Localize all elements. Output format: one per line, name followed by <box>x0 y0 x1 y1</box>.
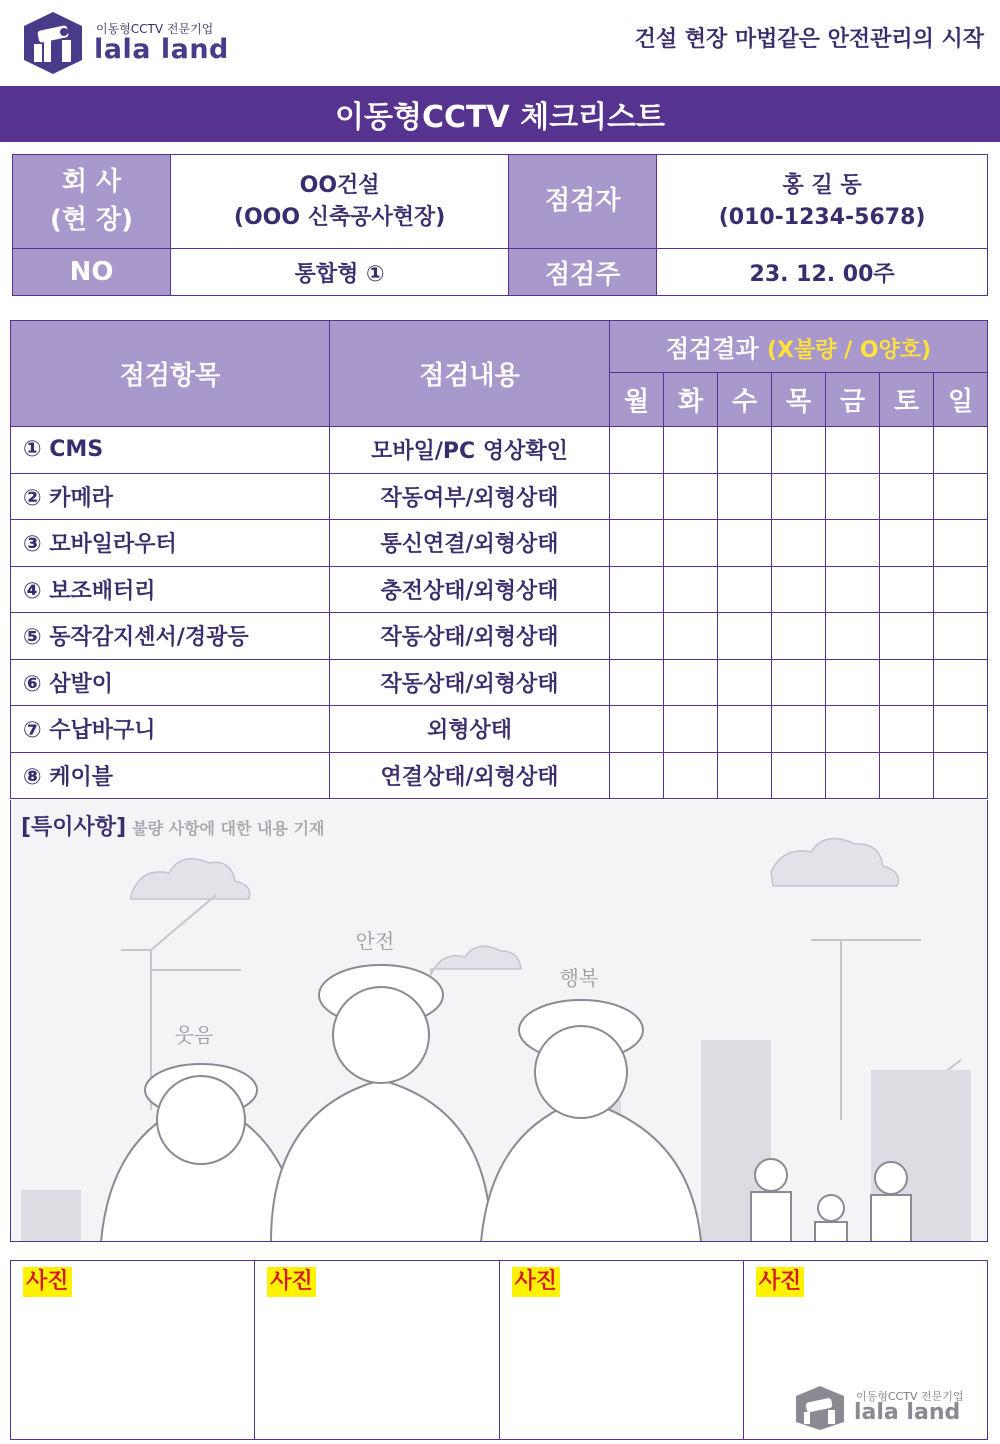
table-row <box>11 520 988 567</box>
company-label-line1: 회 사 <box>61 166 122 197</box>
day-header: 월 <box>610 373 664 427</box>
check-content: 충전상태/외형상태 <box>330 566 610 613</box>
photo-label: 사진 <box>756 1267 805 1297</box>
result-cell[interactable] <box>664 566 718 613</box>
notes-section[interactable] <box>10 800 988 1242</box>
result-cell[interactable] <box>880 752 934 799</box>
result-cell[interactable] <box>880 473 934 520</box>
result-cell[interactable] <box>718 566 772 613</box>
col-header-result <box>610 321 988 373</box>
company-label <box>13 155 171 249</box>
result-cell[interactable] <box>772 613 826 660</box>
cloud-icon <box>131 859 250 899</box>
table-row <box>11 706 988 753</box>
result-cell[interactable] <box>934 752 988 799</box>
result-cell[interactable] <box>826 473 880 520</box>
result-cell[interactable] <box>880 566 934 613</box>
no-value: 통합형 ① <box>171 249 509 296</box>
result-cell[interactable] <box>610 520 664 567</box>
result-cell[interactable] <box>772 566 826 613</box>
check-content: 통신연결/외형상태 <box>330 520 610 567</box>
result-cell[interactable] <box>610 613 664 660</box>
company-label-line2: (현 장) <box>49 204 134 235</box>
info-table <box>12 154 988 296</box>
result-cell[interactable] <box>664 752 718 799</box>
result-cell[interactable] <box>664 520 718 567</box>
result-cell[interactable] <box>934 613 988 660</box>
table-row <box>11 752 988 799</box>
result-cell[interactable] <box>610 427 664 474</box>
result-cell[interactable] <box>934 427 988 474</box>
result-cell[interactable] <box>610 659 664 706</box>
result-cell[interactable] <box>718 659 772 706</box>
check-item: ② 카메라 <box>11 473 330 520</box>
footer-logo-subtitle: 이동형CCTV 전문기업 <box>856 1390 964 1403</box>
check-content: 외형상태 <box>330 706 610 753</box>
result-cell[interactable] <box>934 566 988 613</box>
site-name: (OOO 신축공사현장) <box>233 204 446 230</box>
result-cell[interactable] <box>934 706 988 753</box>
result-cell[interactable] <box>718 706 772 753</box>
check-content: 연결상태/외형상태 <box>330 752 610 799</box>
building-icon <box>21 1190 81 1242</box>
result-cell[interactable] <box>664 473 718 520</box>
inspector-label: 점검자 <box>509 155 657 249</box>
check-content: 작동상태/외형상태 <box>330 659 610 706</box>
check-item: ⑥ 삼발이 <box>11 659 330 706</box>
result-cell[interactable] <box>880 659 934 706</box>
check-item: ④ 보조배터리 <box>11 566 330 613</box>
result-cell[interactable] <box>772 520 826 567</box>
check-item: ⑤ 동작감지센서/경광등 <box>11 613 330 660</box>
table-row <box>11 613 988 660</box>
result-cell[interactable] <box>718 427 772 474</box>
result-cell[interactable] <box>718 613 772 660</box>
logo-subtitle: 이동형CCTV 전문기업 <box>96 22 214 36</box>
day-header: 화 <box>664 373 718 427</box>
cctv-logo-icon <box>792 1384 848 1432</box>
photo-label: 사진 <box>267 1267 316 1297</box>
inspector-phone: (010-1234-5678) <box>718 204 926 230</box>
day-header: 금 <box>826 373 880 427</box>
result-cell[interactable] <box>880 706 934 753</box>
day-header: 목 <box>772 373 826 427</box>
photo-slot[interactable] <box>11 1261 255 1439</box>
result-cell[interactable] <box>772 752 826 799</box>
result-cell[interactable] <box>880 520 934 567</box>
result-cell[interactable] <box>826 659 880 706</box>
company-value <box>171 155 509 249</box>
result-legend: (X불량 / O양호) <box>766 338 932 363</box>
result-cell[interactable] <box>826 752 880 799</box>
photo-label: 사진 <box>512 1267 561 1297</box>
result-cell[interactable] <box>934 520 988 567</box>
page-title: 이동형CCTV 체크리스트 <box>0 86 1000 142</box>
result-cell[interactable] <box>610 566 664 613</box>
word-safety: 안전 <box>355 929 395 953</box>
result-cell[interactable] <box>880 427 934 474</box>
worker-body-center <box>271 1080 491 1242</box>
day-header: 일 <box>934 373 988 427</box>
check-item: ① CMS <box>11 427 330 474</box>
week-label: 점검주 <box>509 249 657 296</box>
check-content: 모바일/PC 영상확인 <box>330 427 610 474</box>
word-happy: 행복 <box>559 966 599 990</box>
result-cell[interactable] <box>772 706 826 753</box>
check-item: ③ 모바일라우터 <box>11 520 330 567</box>
week-value: 23. 12. 00주 <box>657 249 988 296</box>
photo-slot[interactable] <box>255 1261 499 1439</box>
company-name: OO건설 <box>299 172 380 198</box>
result-cell[interactable] <box>718 752 772 799</box>
result-cell[interactable] <box>826 566 880 613</box>
cloud-icon <box>431 946 521 975</box>
result-cell[interactable] <box>826 520 880 567</box>
inspector-value <box>657 155 988 249</box>
photo-slot[interactable] <box>500 1261 744 1439</box>
photo-label: 사진 <box>23 1267 72 1297</box>
result-cell[interactable] <box>718 520 772 567</box>
checklist-table <box>10 320 988 799</box>
result-cell[interactable] <box>880 613 934 660</box>
notes-hint: 불량 사항에 대한 내용 기재 <box>132 819 325 838</box>
table-row <box>11 659 988 706</box>
inspector-name: 홍 길 동 <box>782 172 862 198</box>
workers-illustration <box>11 800 988 1242</box>
worker-body-right <box>481 1100 701 1242</box>
col-header-item: 점검항목 <box>11 321 330 427</box>
result-cell[interactable] <box>718 473 772 520</box>
checklist-body <box>11 427 988 799</box>
result-cell[interactable] <box>826 427 880 474</box>
logo-wordmark: lala land <box>94 34 229 65</box>
check-item: ⑧ 케이블 <box>11 752 330 799</box>
result-cell[interactable] <box>610 473 664 520</box>
notes-title <box>21 810 324 841</box>
footer-logo <box>792 1384 982 1432</box>
result-cell[interactable] <box>826 613 880 660</box>
result-cell[interactable] <box>826 706 880 753</box>
check-content: 작동여부/외형상태 <box>330 473 610 520</box>
result-cell[interactable] <box>664 706 718 753</box>
page-header <box>0 0 1000 86</box>
result-cell[interactable] <box>664 613 718 660</box>
slogan: 건설 현장 마법같은 안전관리의 시작 <box>634 27 984 52</box>
word-laugh: 웃음 <box>174 1023 214 1047</box>
result-cell[interactable] <box>664 427 718 474</box>
result-cell[interactable] <box>610 752 664 799</box>
footer-logo-wordmark: lala land <box>854 1400 961 1425</box>
no-label: NO <box>13 249 171 296</box>
result-cell[interactable] <box>772 473 826 520</box>
day-header: 토 <box>880 373 934 427</box>
check-item: ⑦ 수납바구니 <box>11 706 330 753</box>
check-content: 작동상태/외형상태 <box>330 613 610 660</box>
day-header: 수 <box>718 373 772 427</box>
result-cell[interactable] <box>934 659 988 706</box>
table-row <box>11 427 988 474</box>
cctv-logo-icon <box>20 10 86 76</box>
result-label: 점검결과 <box>665 335 759 363</box>
result-cell[interactable] <box>934 473 988 520</box>
result-cell[interactable] <box>664 659 718 706</box>
result-cell[interactable] <box>772 659 826 706</box>
table-row <box>11 566 988 613</box>
col-header-content: 점검내용 <box>330 321 610 427</box>
result-cell[interactable] <box>610 706 664 753</box>
result-cell[interactable] <box>772 427 826 474</box>
notes-label: [특이사항] <box>21 815 127 840</box>
cloud-icon <box>771 839 898 886</box>
table-row <box>11 473 988 520</box>
